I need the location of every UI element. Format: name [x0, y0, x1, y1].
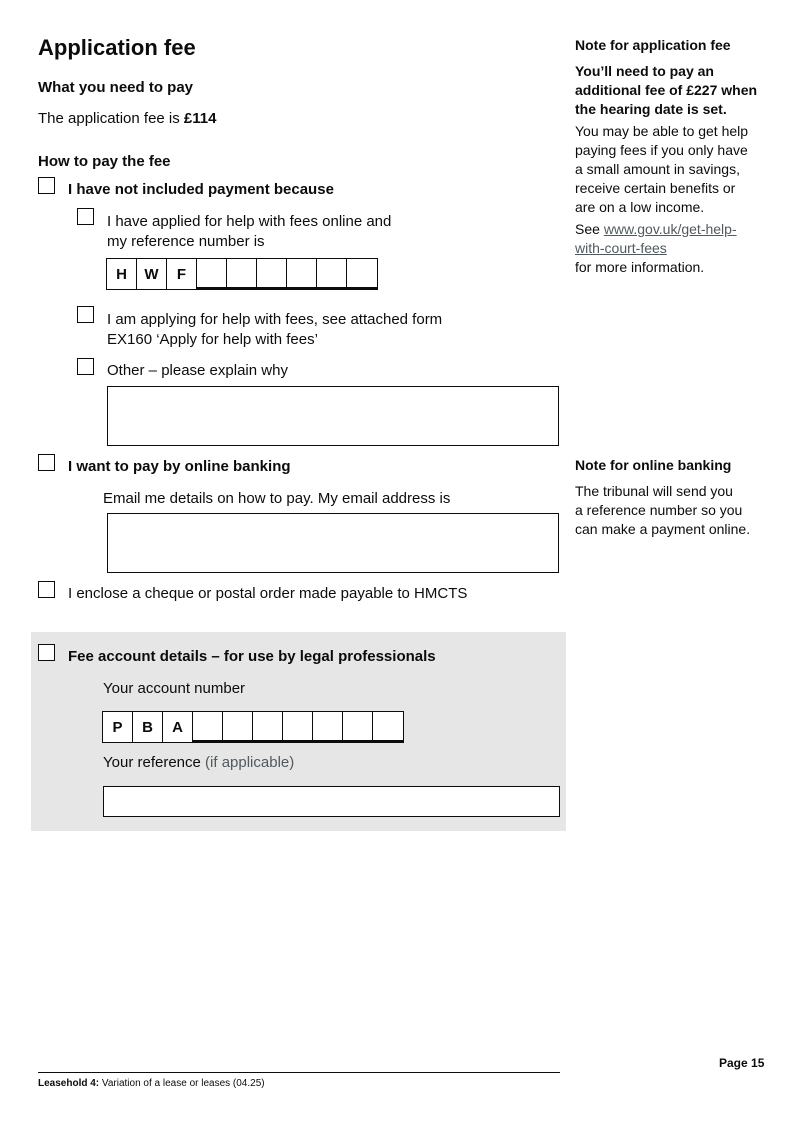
online-banking-label: I want to pay by online banking	[68, 458, 291, 475]
account-prefix-cell: B	[133, 712, 163, 742]
account-empty-cell[interactable]	[193, 712, 223, 742]
email-address-input[interactable]	[107, 513, 559, 573]
online-help-line1: I have applied for help with fees online and	[107, 213, 392, 230]
ref-prefix-cell: W	[137, 259, 167, 289]
hwf-reference-input[interactable]	[106, 258, 378, 290]
banking-note-line-3: can make a payment online.	[575, 521, 751, 537]
ex160-label	[107, 310, 442, 350]
page-title: Application fee	[38, 35, 196, 60]
reference-label-text: Your reference	[103, 754, 201, 771]
ref-empty-cell[interactable]	[287, 259, 317, 289]
fee-text-prefix: The application fee is	[38, 110, 184, 127]
help-with-fees-link[interactable]: www.gov.uk/get-help-	[603, 221, 737, 237]
ref-empty-cell[interactable]	[197, 259, 227, 289]
how-to-pay-heading: How to pay the fee	[38, 153, 171, 170]
other-explain-textarea[interactable]	[107, 386, 559, 446]
ex160-checkbox[interactable]	[77, 306, 94, 323]
footer-form-name: Leasehold 4:	[38, 1078, 100, 1089]
account-empty-cell[interactable]	[283, 712, 313, 742]
banking-note-line-2: a reference number so you	[575, 502, 743, 518]
not-included-checkbox[interactable]	[38, 177, 55, 194]
fee-note-line-3: a small amount in savings,	[575, 161, 740, 177]
fee-amount: £114	[183, 110, 217, 127]
fee-note-line-5: are on a low income.	[575, 199, 705, 215]
ex160-line2: EX160 ‘Apply for help with fees’	[107, 331, 318, 348]
other-label: Other – please explain why	[107, 362, 288, 379]
not-included-label: I have not included payment because	[68, 181, 334, 198]
account-prefix-cell: P	[103, 712, 133, 742]
fee-note-link-line	[575, 239, 775, 258]
cheque-checkbox[interactable]	[38, 581, 55, 598]
footer-rule	[38, 1072, 560, 1073]
fee-note-see: See	[575, 221, 604, 237]
ref-empty-cell[interactable]	[227, 259, 257, 289]
banking-note-line-1: The tribunal will send you	[575, 483, 733, 499]
reference-label	[103, 753, 294, 773]
fee-note-see-line	[575, 220, 775, 239]
account-number-input[interactable]	[102, 711, 404, 743]
fee-note-heading: Note for application fee	[575, 37, 731, 53]
application-fee-text	[38, 109, 216, 129]
fee-note-bold-1: You’ll need to pay an	[575, 63, 714, 79]
other-checkbox[interactable]	[77, 358, 94, 375]
account-empty-cell[interactable]	[373, 712, 403, 742]
fee-note-line-2: paying fees if you only have	[575, 142, 748, 158]
fee-note-line-1: You may be able to get help	[575, 123, 749, 139]
online-help-line2: my reference number is	[107, 233, 265, 250]
ref-empty-cell[interactable]	[257, 259, 287, 289]
page-number: Page 15	[719, 1056, 765, 1070]
account-number-label: Your account number	[103, 680, 246, 697]
fee-note-line-4: receive certain benefits or	[575, 180, 736, 196]
banking-note-heading: Note for online banking	[575, 457, 732, 473]
ref-prefix-cell: F	[167, 259, 197, 289]
ref-empty-cell[interactable]	[317, 259, 347, 289]
account-empty-cell[interactable]	[343, 712, 373, 742]
fee-note-bold-2: additional fee of £227 when	[575, 82, 758, 98]
account-empty-cell[interactable]	[313, 712, 343, 742]
help-with-fees-link-cont[interactable]: with-court-fees	[575, 240, 667, 256]
fee-account-checkbox[interactable]	[38, 644, 55, 661]
what-to-pay-heading: What you need to pay	[38, 79, 194, 96]
footer-form-desc: Variation of a lease or leases (04.25)	[99, 1078, 265, 1089]
account-empty-cell[interactable]	[253, 712, 283, 742]
account-prefix-cell: A	[163, 712, 193, 742]
fee-account-label: Fee account details – for use by legal professionals	[68, 648, 436, 665]
reference-input[interactable]	[103, 786, 560, 817]
banking-note-body	[575, 482, 775, 539]
account-empty-cell[interactable]	[223, 712, 253, 742]
fee-note-more: for more information.	[575, 259, 705, 275]
ref-prefix-cell: H	[107, 259, 137, 289]
ref-empty-cell[interactable]	[347, 259, 377, 289]
reference-hint: (if applicable)	[205, 754, 295, 771]
fee-note-bold-3: the hearing date is set.	[575, 101, 727, 117]
online-help-checkbox[interactable]	[77, 208, 94, 225]
footer-form-ref	[38, 1078, 265, 1089]
fee-note-body	[575, 62, 775, 277]
ex160-line1: I am applying for help with fees, see attached form	[107, 311, 443, 328]
online-banking-checkbox[interactable]	[38, 454, 55, 471]
email-prompt: Email me details on how to pay. My email address is	[103, 490, 451, 507]
online-help-label	[107, 212, 391, 252]
cheque-label: I enclose a cheque or postal order made payable to HMCTS	[68, 585, 468, 602]
